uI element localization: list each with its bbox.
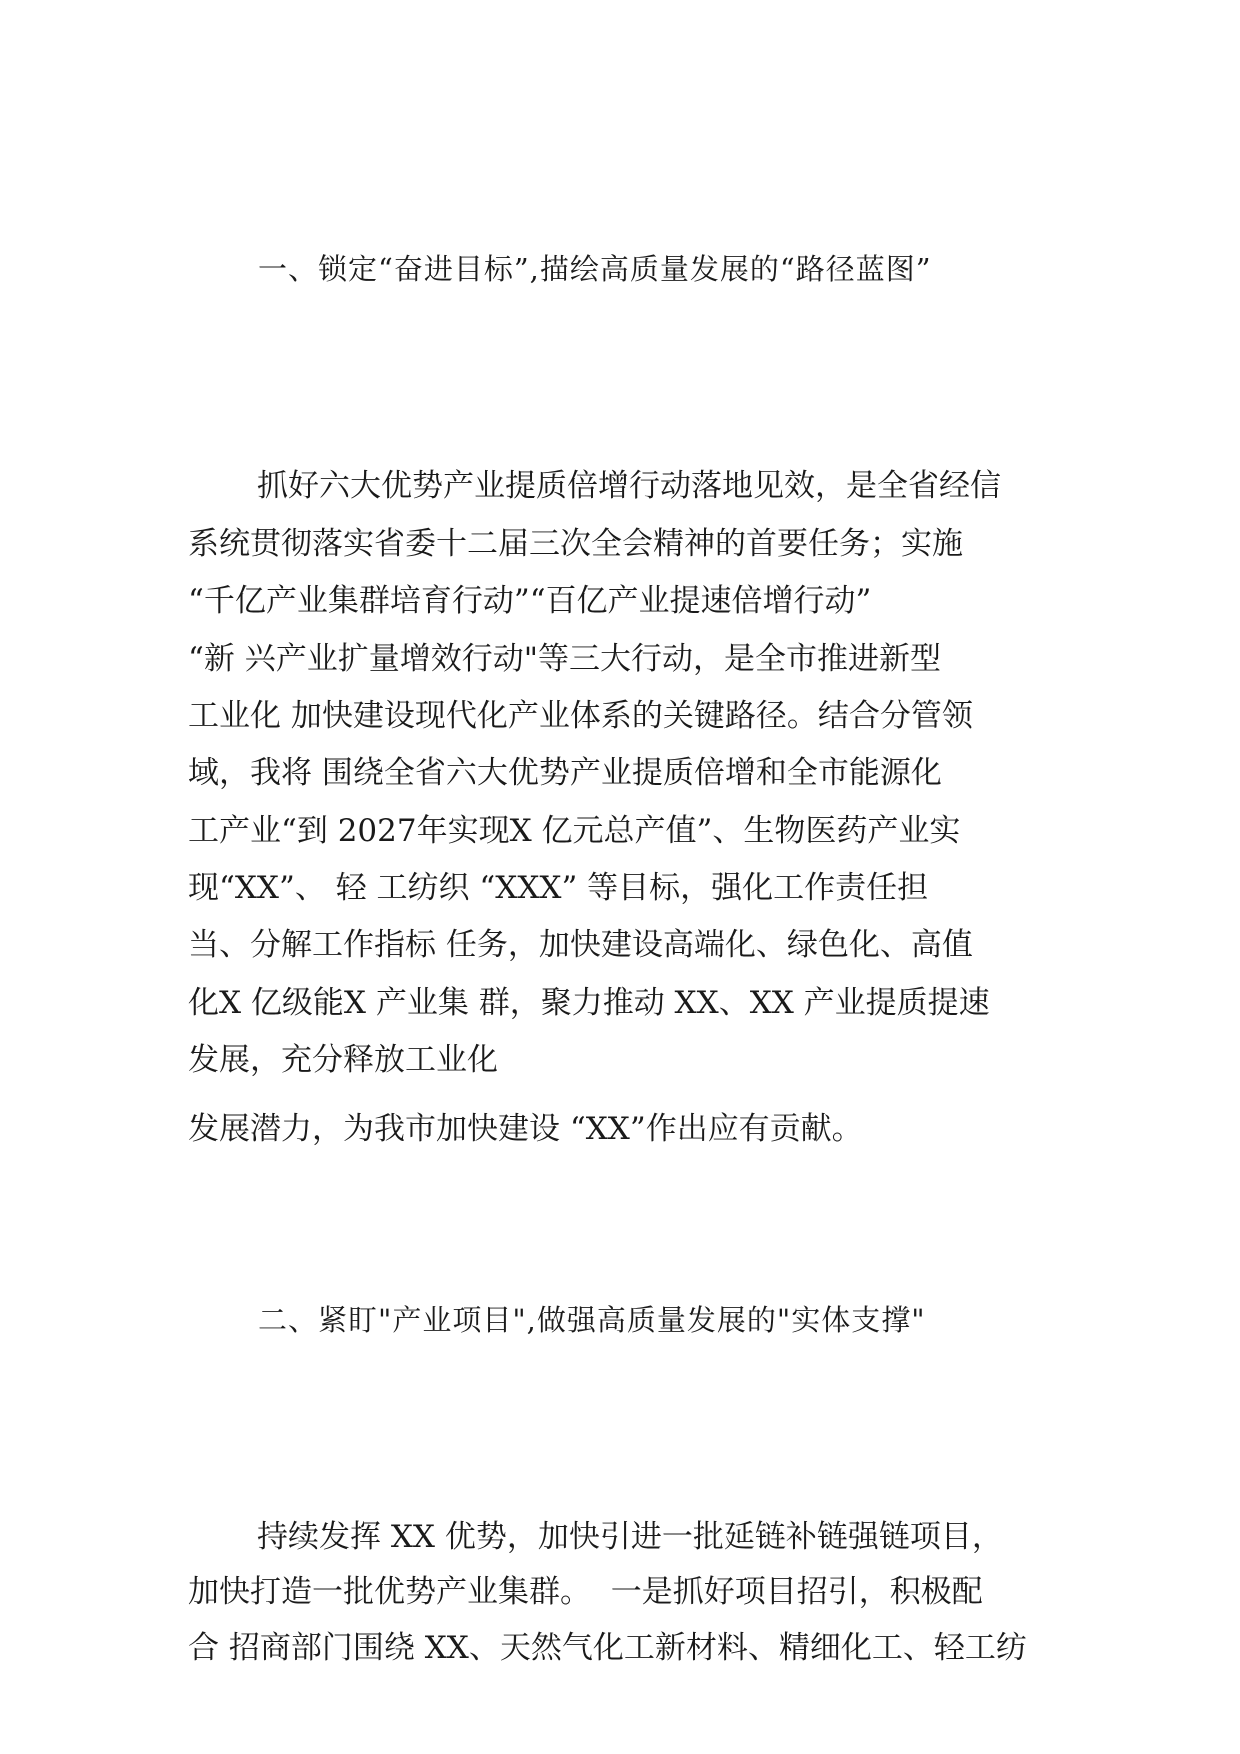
paragraph-line: 化X 亿级能X 产业集 群，聚力推动 XX、XX 产业提质提速 [188, 985, 990, 1021]
paragraph-line: “千亿产业集群培育行动”“百亿产业提速倍增行动” [188, 583, 872, 619]
paragraph-line: 系统贯彻落实省委十二届三次全会精神的首要任务；实施 [188, 526, 963, 562]
paragraph-line: 域，我将 围绕全省六大优势产业提质倍增和全市能源化 [188, 755, 942, 791]
paragraph-line: 发展，充分释放工业化 [188, 1042, 498, 1078]
paragraph-line: 抓好六大优势产业提质倍增行动落地见效，是全省经信 [257, 468, 1001, 504]
paragraph-line: 加快打造一批优势产业集群。 一是抓好项目招引，积极配 [188, 1574, 983, 1610]
paragraph-line: “新 兴产业扩量增效行动"等三大行动，是全市推进新型 [188, 641, 941, 677]
paragraph-line: 工业化 加快建设现代化产业体系的关键路径。结合分管领 [188, 698, 973, 734]
paragraph-line: 工产业“到 2027年实现X 亿元总产值”、生物医药产业实 [188, 813, 961, 849]
paragraph-line: 当、分解工作指标 任务，加快建设高端化、绿色化、高值 [188, 927, 973, 963]
paragraph-line: 持续发挥 XX 优势，加快引进一批延链补链强链项目， [257, 1519, 1003, 1555]
section-heading-1: 一、锁定“奋进目标”,描绘高质量发展的“路径蓝图” [258, 252, 932, 286]
section-heading-2: 二、紧盯"产业项目",做强高质量发展的"实体支撑" [258, 1303, 926, 1337]
paragraph-line: 现“XX”、 轻 工纺织 “XXX” 等目标，强化工作责任担 [188, 870, 929, 906]
paragraph-line: 发展潜力，为我市加快建设 “XX”作出应有贡献。 [188, 1111, 863, 1147]
paragraph-line: 合 招商部门围绕 XX、天然气化工新材料、精细化工、轻工纺 [188, 1630, 1027, 1666]
